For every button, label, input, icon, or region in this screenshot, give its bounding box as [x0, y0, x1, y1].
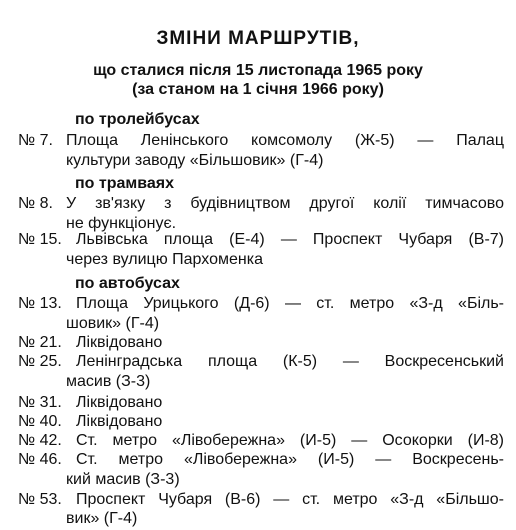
route-entry-trolleybus-7 — [18, 131, 504, 171]
route-entry-bus-40 — [18, 412, 504, 432]
route-number: № 8. — [18, 195, 53, 212]
route-text-line: Ст. метро «Лівобережна» (И-5) — Воскресень- — [76, 451, 504, 468]
route-text-line: не функціонує. — [66, 215, 177, 232]
route-number: № 46. — [18, 451, 62, 468]
section-heading-trolleybus: по тролейбусах — [75, 111, 200, 128]
route-number: № 13. — [18, 295, 62, 312]
route-entry-bus-25 — [18, 352, 504, 392]
route-text-line: Ліквідовано — [76, 413, 163, 430]
route-number: № 25. — [18, 353, 62, 370]
route-text-line: Ліквідовано — [76, 394, 163, 411]
route-entry-bus-31 — [18, 393, 504, 413]
route-number: № 42. — [18, 432, 62, 449]
route-text-line: Львівська площа (Е-4) — Проспект Чубаря (В-7) — [76, 231, 504, 248]
route-text-line: Площа Ленінського комсомолу (Ж-5) — Палац — [66, 132, 504, 149]
page-title: ЗМІНИ МАРШРУТІВ, — [156, 28, 360, 49]
route-entry-bus-13 — [18, 294, 504, 334]
route-entry-tram-8 — [18, 194, 504, 234]
route-number: № 53. — [18, 491, 62, 508]
route-number: № 15. — [18, 231, 62, 248]
subtitle-line-1: що сталися після 15 листопада 1965 року — [93, 62, 423, 79]
route-entry-bus-46 — [18, 450, 504, 490]
route-number: № 7. — [18, 132, 53, 149]
route-text-line: вик» (Г-4) — [66, 510, 138, 527]
route-text-line: культури заводу «Більшовик» (Г-4) — [66, 152, 324, 169]
route-entry-bus-53 — [18, 490, 504, 530]
route-entry-bus-21 — [18, 333, 504, 353]
route-text-line: кий масив (З-3) — [66, 471, 180, 488]
route-entry-tram-15 — [18, 230, 504, 270]
route-text-line: масив (З-3) — [66, 373, 151, 390]
route-text-line: Ст. метро «Лівобережна» (И-5) — Осокорки (И-8) — [76, 432, 504, 449]
section-heading-tram: по трамваях — [75, 175, 174, 192]
route-text-line: Проспект Чубаря (В-6) — ст. метро «З-д «Більшо- — [76, 491, 504, 508]
route-text-line: Ліквідовано — [76, 334, 163, 351]
route-text-line: через вулицю Пархоменка — [66, 251, 263, 268]
section-heading-bus: по автобусах — [75, 275, 180, 292]
route-text-line: Площа Урицького (Д-6) — ст. метро «З-д «Біль- — [76, 295, 504, 312]
route-text-line: Ленінградська площа (К-5) — Воскресенський — [76, 353, 504, 370]
route-text-line: шовик» (Г-4) — [66, 315, 160, 332]
route-entry-bus-42 — [18, 431, 504, 451]
route-number: № 31. — [18, 394, 62, 411]
route-number: № 21. — [18, 334, 62, 351]
route-number: № 40. — [18, 413, 62, 430]
route-text-line: У зв'язку з будівництвом другої колії тимчасово — [66, 195, 504, 212]
subtitle-line-2: (за станом на 1 січня 1966 року) — [132, 81, 384, 98]
